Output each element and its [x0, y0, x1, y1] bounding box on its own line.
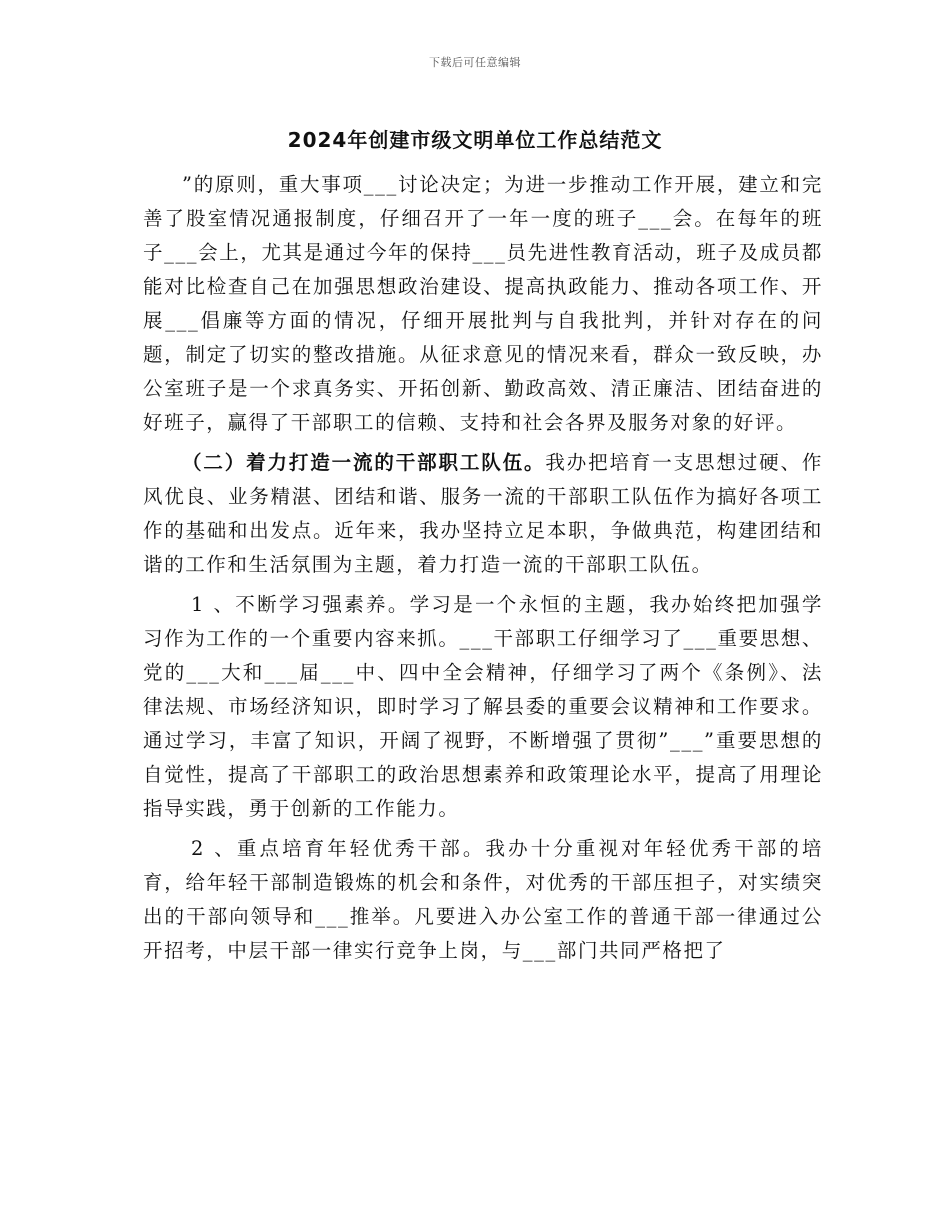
paragraph-staff-team-text: 我办把培育一支思想过硬、作风优良、业务精湛、团结和谐、服务一流的干部职工队伍作为搞好各项工作的基础和出发点。近年来，我办坚持立足本职，争做典范，构建团结和谐的工作和生活氛围为主题，着力打造一流的干部职工队伍。	[143, 451, 823, 576]
paragraph-young-cadres: 2 、重点培育年轻优秀干部。我办十分重视对年轻优秀干部的培育，给年轻干部制造锻炼的机会和条件，对优秀的干部压担子，对实绩突出的干部向领导和___推举。凡要进入办公室工作的普通干部一律通过公开招考，中层干部一律实行竞争上岗，与___部门共同严格把了	[143, 837, 823, 962]
paragraph-study: 1 、不断学习强素养。学习是一个永恒的主题，我办始终把加强学习作为工作的一个重要内容来抓。___干部职工仔细学习了___重要思想、党的___大和___届___中、四中全会精神，仔细学习了两个《条例》、法律法规、市场经济知识，即时学习了解县委的重要会议精神和工作要求。通过学习，丰富了知识，开阔了视野，不断增强了贯彻”___”重要思想的自觉性，提高了干部职工的政治思想素养和政策理论水平，提高了用理论指导实践，勇于创新的工作能力。	[143, 593, 824, 820]
paragraph-staff-team	[143, 446, 823, 582]
document-body	[143, 168, 823, 968]
paragraph-principle: ”的原则，重大事项___讨论决定；为进一步推动工作开展，建立和完善了股室情况通报制度，仔细召开了一年一度的班子___会。在每年的班子___会上，尤其是通过今年的保持___员先进性教育活动，班子及成员都能对比检查自己在加强思想政治建设、提高执政能力、推动各项工作、开展___倡廉等方面的情况，仔细开展批判与自我批判，并针对存在的问题，制定了切实的整改措施。从征求意见的情况来看，群众一致反映，办公室班子是一个求真务实、开拓创新、勤政高效、清正廉洁、团结奋进的好班子，赢得了干部职工的信赖、支持和社会各界及服务对象的好评。	[143, 173, 824, 434]
header-note: 下载后可任意编辑	[429, 56, 521, 69]
document-title: 2024年创建市级文明单位工作总结范文	[287, 128, 663, 152]
section-heading: （二）着力打造一流的干部职工队伍。	[182, 451, 546, 474]
